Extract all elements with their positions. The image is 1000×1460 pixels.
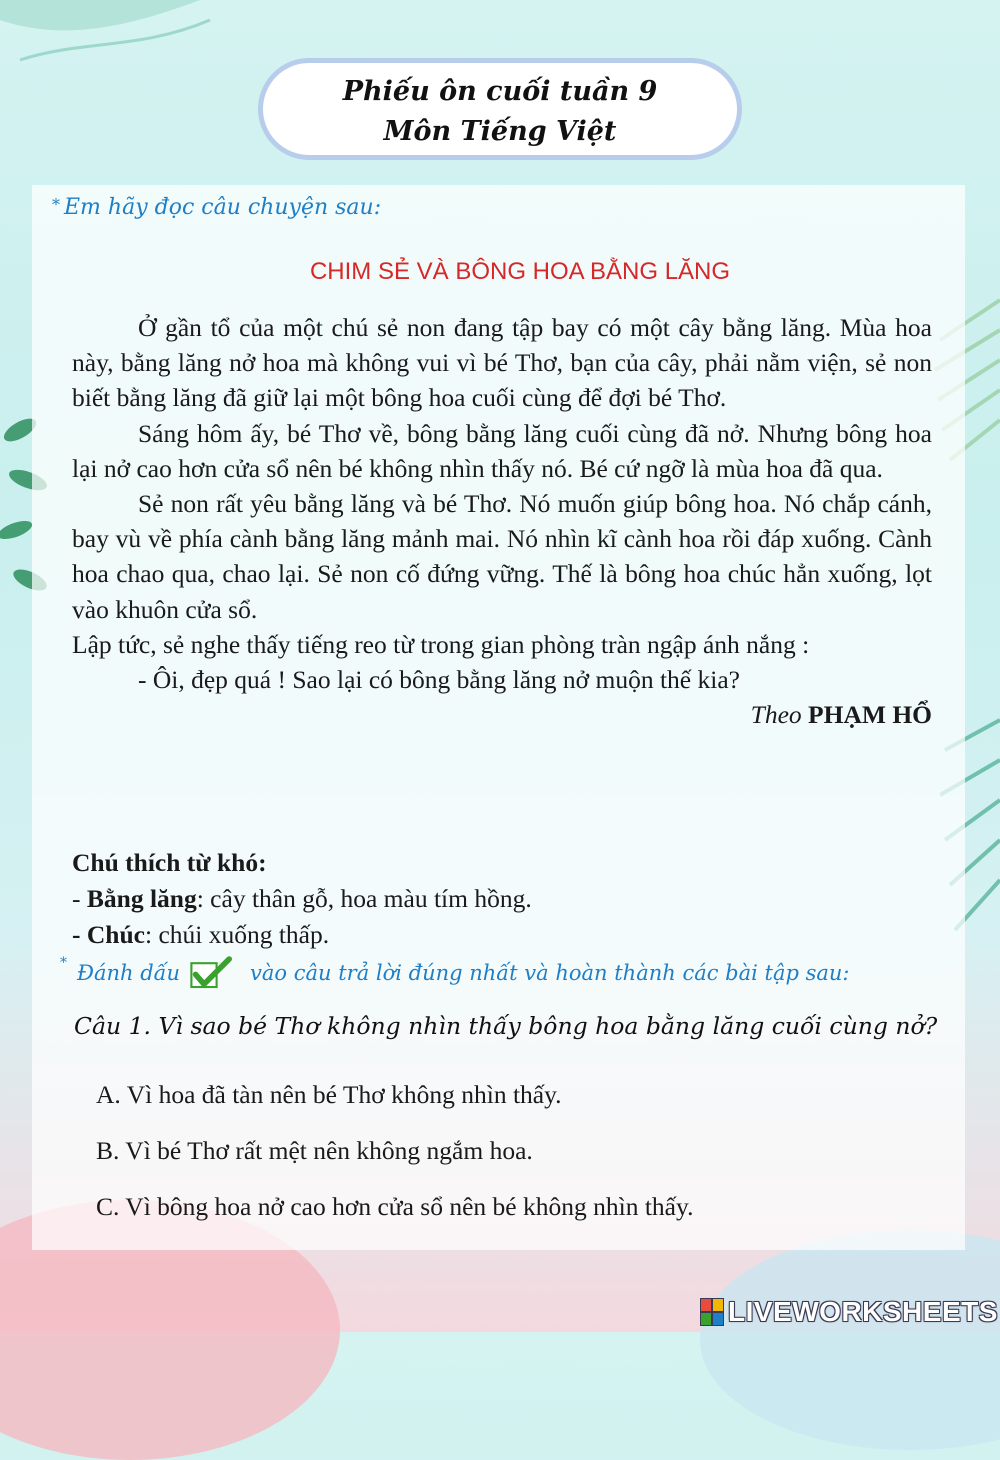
asterisk-icon: *	[60, 955, 67, 971]
story-author: Theo PHẠM HỔ	[750, 700, 932, 730]
vocabulary-notes	[72, 845, 932, 953]
worksheet-title-box	[258, 58, 742, 160]
story-title: CHIM SẺ VÀ BÔNG HOA BẰNG LĂNG	[309, 258, 731, 285]
liveworksheets-logo: LIVEWORKSHEETS	[700, 1296, 998, 1328]
notes-heading: Chú thích từ khó:	[72, 848, 267, 877]
answer-option-a[interactable]: A. Vì hoa đã tàn nên bé Thơ không nhìn thấy.	[96, 1080, 562, 1109]
asterisk-icon: *	[52, 195, 60, 214]
hill-decoration-right	[700, 1230, 1000, 1450]
story-paragraph: Lập tức, sẻ nghe thấy tiếng reo từ trong gian phòng tràn ngập ánh nắng :	[72, 629, 810, 659]
answer-option-c[interactable]: C. Vì bông hoa nở cao hơn cửa sổ nên bé không nhìn thấy.	[96, 1192, 694, 1221]
answer-options	[96, 1075, 936, 1243]
story-dialogue: - Ôi, đẹp quá ! Sao lại có bông bằng lăng nở muộn thế kia?	[138, 665, 740, 695]
checkmark-box-icon	[190, 955, 232, 991]
question-1: Câu 1. Vì sao bé Thơ không nhìn thấy bông hoa bằng lăng cuối cùng nở?	[74, 1012, 938, 1040]
answer-option-b[interactable]: B. Vì bé Thơ rất mệt nên không ngắm hoa.	[96, 1136, 533, 1165]
story-paragraph: Sẻ non rất yêu bằng lăng và bé Thơ. Nó muốn giúp bông hoa. Nó chắp cánh, bay vù về phía cành bằng lăng mảnh mai. Nó nhìn kĩ cành hoa rồi đáp xuống. Cành hoa chao qua, chao lại. Sẻ non cố đứng vững. Thế là bông hoa chúc hẳn xuống, lọt vào khuôn cửa sổ.	[72, 489, 932, 624]
liveworksheets-logo-icon	[700, 1298, 724, 1326]
note-item: - Chúc: chúi xuống thấp.	[72, 920, 330, 949]
story-paragraph: Ở gần tổ của một chú sẻ non đang tập bay có một cây bằng lăng. Mùa hoa này, bằng lăng nở hoa mà không vui vì bé Thơ, bạn của cây, phải nằm viện, sẻ non biết bằng lăng đã giữ lại một bông hoa cuối cùng để đợi bé Thơ.	[72, 313, 932, 413]
leaf-decoration-top-left	[0, 0, 260, 200]
story-paragraph: Sáng hôm ấy, bé Thơ về, bông bằng lăng cuối cùng đã nở. Nhưng bông hoa lại nở cao hơn cửa sổ nên bé không nhìn thấy nó. Bé cứ ngỡ là mùa hoa đã qua.	[72, 418, 932, 483]
worksheet-subject: Môn Tiếng Việt	[383, 116, 617, 147]
reading-instruction: * Em hãy đọc câu chuyện sau:	[52, 195, 382, 220]
task-instruction: * Đánh dấu vào câu trả lời đúng nhất và hoàn thành các bài tập sau:	[60, 955, 940, 991]
story-text	[72, 310, 932, 732]
note-item: - Bằng lăng: cây thân gỗ, hoa màu tím hồng.	[72, 884, 532, 913]
worksheet-title: Phiếu ôn cuối tuần 9	[342, 76, 658, 107]
